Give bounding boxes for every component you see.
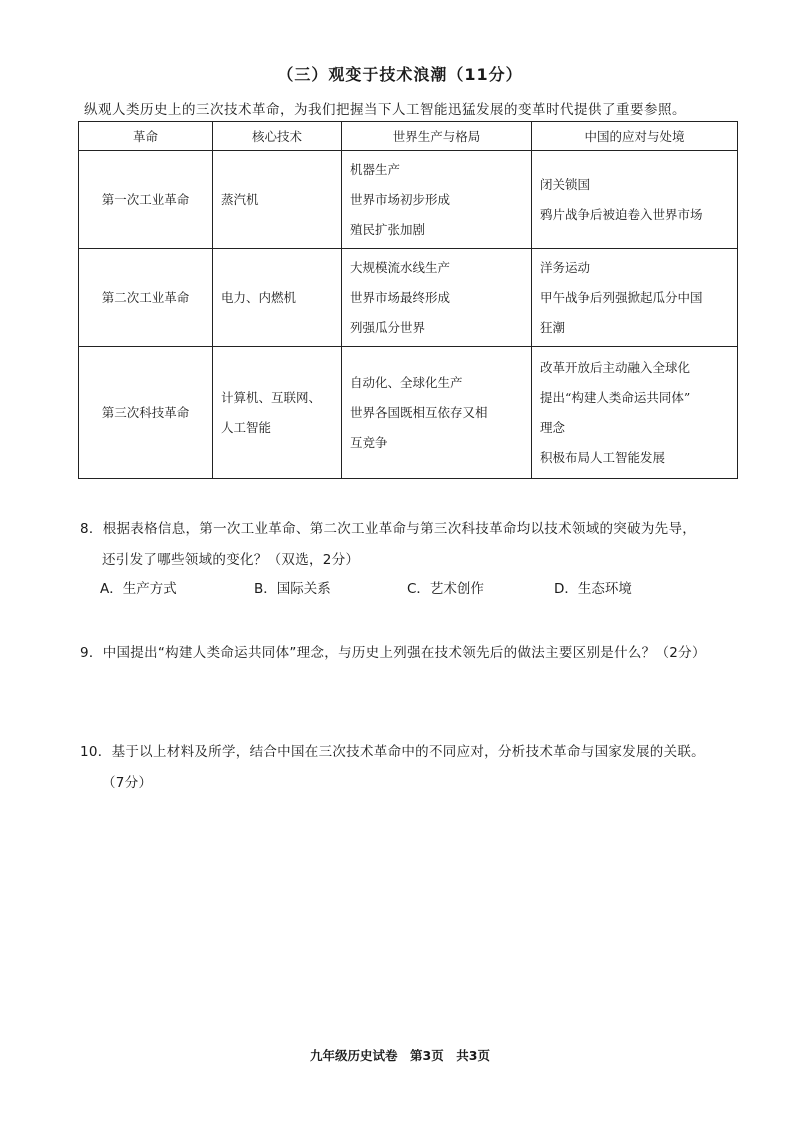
option-c[interactable]: C．艺术创作 [407,581,484,597]
cell-line: 积极布局人工智能发展 [540,449,666,465]
cell-world [342,151,532,249]
section-title: （三）观变于技术浪潮（11分） [277,65,523,84]
cell-line: 大规模流水线生产 [350,259,451,275]
cell-line: 世界市场最终形成 [350,289,451,305]
cell-line: 机器生产 [350,161,401,177]
cell-line: 改革开放后主动融入全球化 [540,359,691,375]
cell-line: 洋务运动 [540,259,591,275]
option-b[interactable]: B．国际关系 [254,581,331,597]
question-8-line-2: 还引发了哪些领域的变化？（双选，2分） [102,552,360,568]
header-china: 中国的应对与处境 [532,122,738,151]
intro-text: 纵观人类历史上的三次技术革命，为我们把握当下人工智能迅猛发展的变革时代提供了重要参照。 [84,102,686,118]
question-10 [80,737,770,799]
header-world: 世界生产与格局 [342,122,532,151]
revolution-table [78,121,738,479]
cell-line: 狂潮 [540,319,566,335]
cell-line: 人工智能 [221,419,272,435]
table-row [79,151,738,249]
cell-tech [213,347,342,479]
cell-revolution: 第一次工业革命 [79,151,213,249]
cell-line: 闭关锁国 [540,176,591,192]
cell-line: 殖民扩张加剧 [350,221,426,237]
cell-china [532,151,738,249]
question-8-line-1: 8．根据表格信息，第一次工业革命、第二次工业革命与第三次科技革命均以技术领域的突破为先导， [80,521,697,537]
question-8 [80,514,760,576]
option-a[interactable]: A．生产方式 [100,581,177,597]
cell-line: 计算机、互联网、 [221,389,322,405]
cell-line: 甲午战争后列强掀起瓜分中国 [540,289,703,305]
table-row [79,249,738,347]
header-core-tech: 核心技术 [213,122,342,151]
cell-world [342,347,532,479]
cell-line: 世界各国既相互依存又相 [350,404,488,420]
cell-china [532,249,738,347]
cell-tech [213,151,342,249]
option-d[interactable]: D．生态环境 [554,581,632,597]
table-header-row [79,122,738,151]
question-10-line-1: 10．基于以上材料及所学，结合中国在三次技术革命中的不同应对，分析技术革命与国家发展的关联。 [80,744,705,760]
cell-china [532,347,738,479]
cell-line: 世界市场初步形成 [350,191,451,207]
cell-line: 电力、内燃机 [221,289,297,305]
cell-line: 自动化、全球化生产 [350,374,463,390]
cell-line: 互竞争 [350,434,388,450]
table-row [79,347,738,479]
question-10-line-2: （7分） [102,775,153,791]
cell-line: 鸦片战争后被迫卷入世界市场 [540,206,703,222]
cell-line: 蒸汽机 [221,191,259,207]
cell-revolution: 第二次工业革命 [79,249,213,347]
cell-line: 列强瓜分世界 [350,319,426,335]
cell-tech [213,249,342,347]
cell-revolution: 第三次科技革命 [79,347,213,479]
page-footer: 九年级历史试卷 第3页 共3页 [310,1048,490,1063]
header-revolution: 革命 [79,122,213,151]
cell-line: 提出“构建人类命运共同体” [540,389,691,405]
cell-world [342,249,532,347]
question-9: 9．中国提出“构建人类命运共同体”理念，与历史上列强在技术领先后的做法主要区别是什么？（2分） [80,645,706,661]
cell-line: 理念 [540,419,566,435]
